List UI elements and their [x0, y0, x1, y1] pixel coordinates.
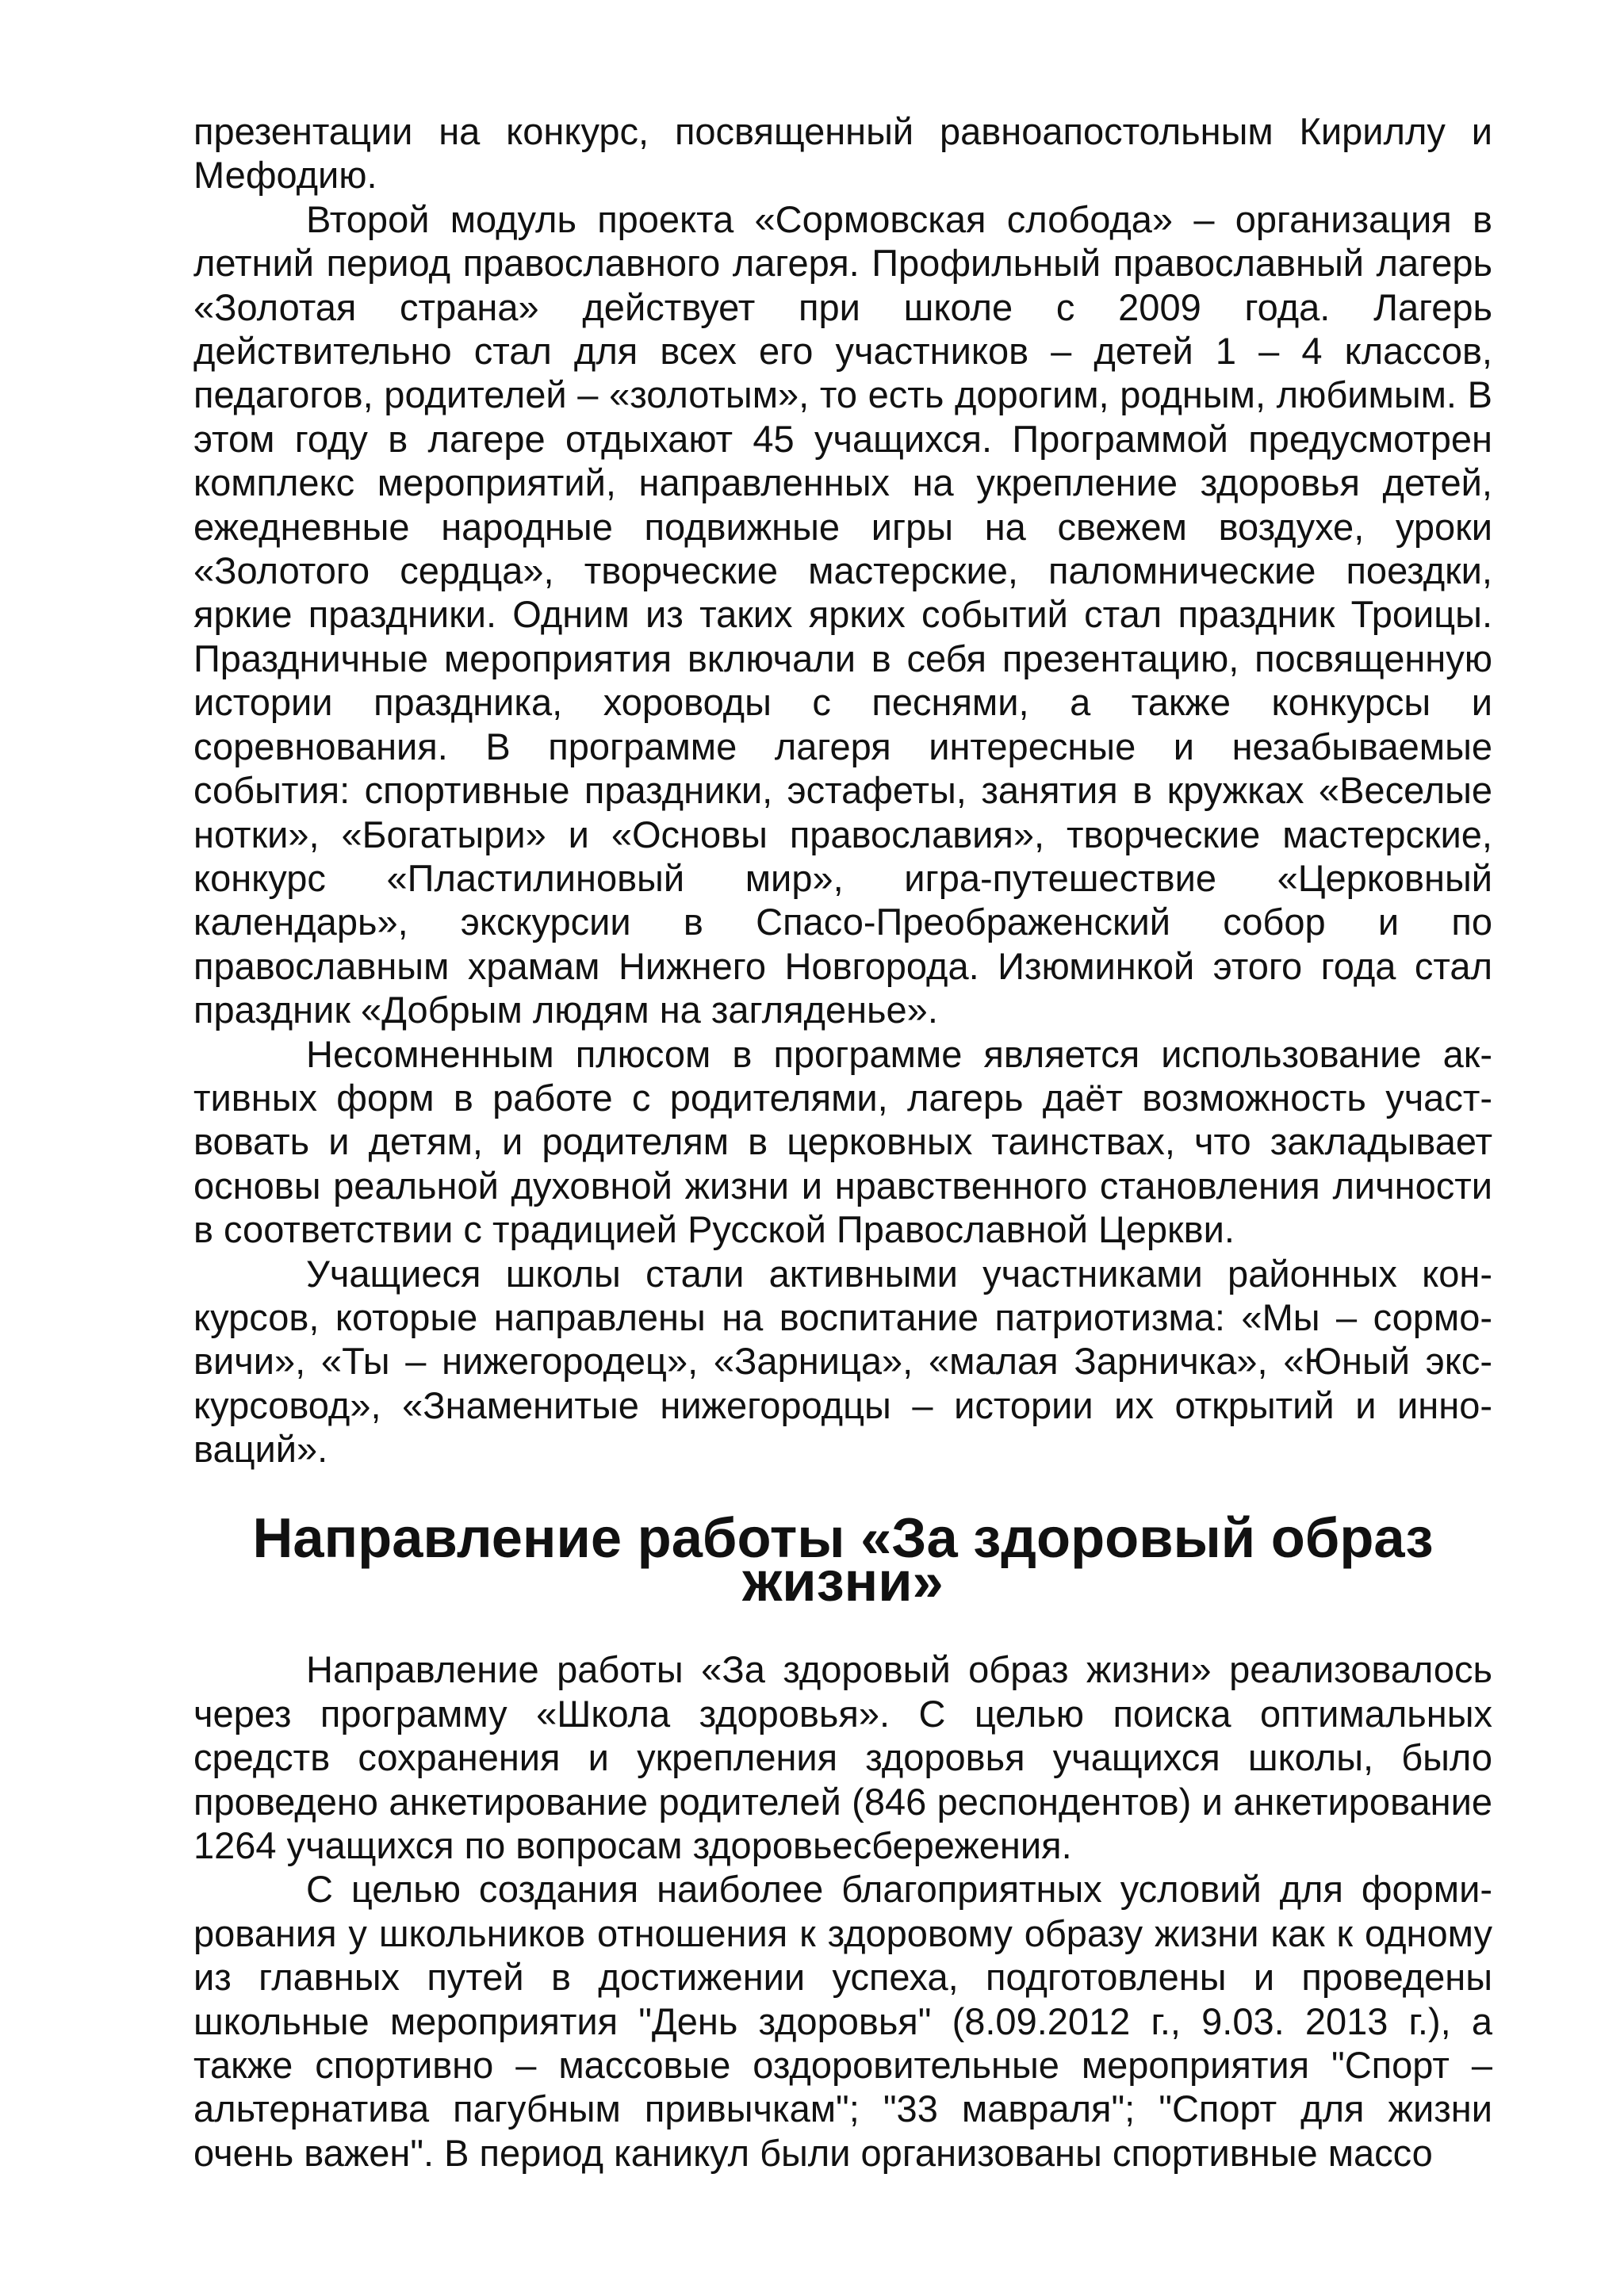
document-page: [193, 109, 1492, 2175]
paragraph-health-school: Направление работы «За здоровый образ жизни» реализовалось через программу «Школа здоровья». С целью поиска оптимальных средств сохранения и укрепления здоровья учащихся школы, было проведено анкетирование родителей (846 респондентов) и анкетирование 1264 учащихся по вопросам здоровьесбережения.: [193, 1648, 1492, 1867]
paragraph-parents-forms: Несомненным плюсом в программе является использование активных форм в работе с родителями, лагерь даёт возможность участвовать и детям, и родителям в церковных таинствах, что закладывает основы реальной духовной жизни и нравственного становления личности в соответствии с традицией Русской Православной Церкви.: [193, 1032, 1492, 1251]
paragraph-district-contests: Учащиеся школы стали активными участниками районных конкурсов, которые направлены на воспитание патриотизма: «Мы – сормовичи», «Ты – нижегородец», «Зарница», «малая Зарничка», «Юный экскурсовод», «Знаменитые нижегородцы – истории их открытий и инноваций».: [193, 1252, 1492, 1471]
paragraph-continuation: презентации на конкурс, посвященный равноапостольным Кириллу и Мефодию.: [193, 110, 1492, 197]
section-heading: Направление работы «За здоровый образ жизни»: [252, 1506, 1434, 1613]
paragraph-summer-camp: Второй модуль проекта «Сормовская слобода» – организация в летний период православного лагеря. Профильный православный лагерь «Золотая страна» действует при школе с 2009 года. Лагерь действительно стал для всех его участников – детей 1 – 4 классов, педагогов, родителей – «золотым», то есть дорогим, родным, любимым. В этом году в лагере отдыхают 45 учащихся. Программой предусмотрен комплекс мероприятий, направленных на укрепление здоровья детей, ежедневные народные подвижные игры на свежем воздухе, уроки «Золотого сердца», творческие мастерские, паломнические поездки, яркие праздники. Одним из таких ярких событий стал праздник Троицы. Праздничные мероприятия включали в себя презентацию, посвященную истории праздника, хороводы с песнями, а также конкурсы и соревнования. В программе лагеря интересные и незабываемые события: спортивные праздники, эстафеты, занятия в кружках «Веселые нотки», «Богатыри» и «Основы православия», творческие мастерские, конкурс «Пластилиновый мир», игра-путешествие «Церковный календарь», экскурсии в Спасо-Преображенский собор и по православным храмам Нижнего Новгорода. Изюминкой этого года стал праздник «Добрым людям на загляденье».: [193, 197, 1492, 1031]
paragraph-health-events: С целью создания наиболее благоприятных условий для формирования у школьников отношения к здоровому образу жизни как к одному из главных путей в достижении успеха, подготовлены и проведены школьные мероприятия "День здоровья" (8.09.2012 г., 9.03. 2013 г.), а также спортивно – массовые оздоровительные мероприятия "Спорт – альтернатива пагубным привычкам"; "33 мавраля"; "Спорт для жизни очень важен". В период каникул были организованы спортивные массо: [193, 1868, 1492, 2174]
